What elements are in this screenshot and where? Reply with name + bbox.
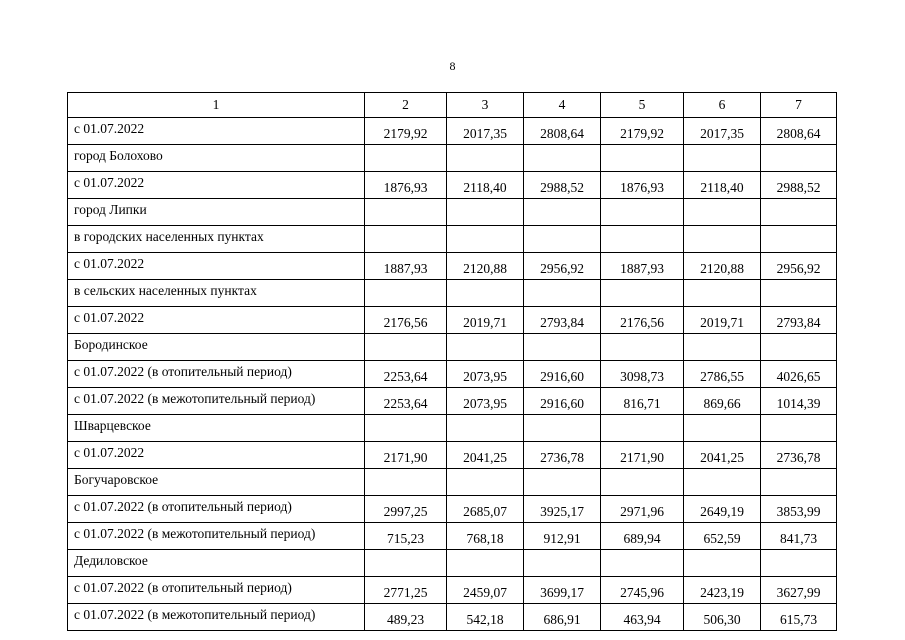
value-cell [447,415,524,442]
value-cell [684,415,761,442]
value-cell: 686,91 [524,604,601,631]
value-cell: 3098,73 [601,361,684,388]
value-cell: 2179,92 [365,118,447,145]
row-label: с 01.07.2022 (в отопительный период) [68,496,365,523]
row-label: с 01.07.2022 (в межотопительный период) [68,523,365,550]
row-label: с 01.07.2022 (в межотопительный период) [68,388,365,415]
value-cell [524,199,601,226]
value-cell: 2041,25 [684,442,761,469]
value-cell [524,145,601,172]
table-row [68,307,837,334]
value-cell: 689,94 [601,523,684,550]
value-cell [365,550,447,577]
value-cell [601,199,684,226]
value-cell: 2916,60 [524,361,601,388]
value-cell [447,199,524,226]
value-cell: 2988,52 [761,172,837,199]
row-label: Шварцевское [68,415,365,442]
value-cell: 2736,78 [524,442,601,469]
table-row [68,388,837,415]
value-cell: 2019,71 [447,307,524,334]
value-cell: 489,23 [365,604,447,631]
value-cell [684,280,761,307]
value-cell [601,226,684,253]
value-cell [524,280,601,307]
value-cell [684,199,761,226]
table-row [68,361,837,388]
row-label: в городских населенных пунктах [68,226,365,253]
column-header: 3 [447,93,524,118]
value-cell [447,226,524,253]
value-cell: 2171,90 [601,442,684,469]
value-cell: 2736,78 [761,442,837,469]
header-row [68,93,837,118]
value-cell [761,550,837,577]
value-cell: 2017,35 [447,118,524,145]
value-cell [684,469,761,496]
value-cell [447,145,524,172]
row-label: с 01.07.2022 (в отопительный период) [68,361,365,388]
value-cell: 463,94 [601,604,684,631]
value-cell [365,226,447,253]
row-label: Дедиловское [68,550,365,577]
value-cell [761,226,837,253]
row-label: с 01.07.2022 [68,118,365,145]
table-row [68,118,837,145]
table-row [68,550,837,577]
value-cell: 2916,60 [524,388,601,415]
value-cell: 912,91 [524,523,601,550]
table-row [68,442,837,469]
tariff-table [67,92,837,631]
value-cell [365,280,447,307]
row-label: город Липки [68,199,365,226]
row-label: с 01.07.2022 [68,253,365,280]
value-cell: 2176,56 [601,307,684,334]
value-cell: 2786,55 [684,361,761,388]
value-cell: 3853,99 [761,496,837,523]
value-cell [447,280,524,307]
table-row [68,280,837,307]
value-cell: 2073,95 [447,388,524,415]
value-cell [524,334,601,361]
value-cell: 2771,25 [365,577,447,604]
value-cell: 1876,93 [365,172,447,199]
value-cell [365,145,447,172]
value-cell [365,334,447,361]
value-cell [761,199,837,226]
value-cell: 2041,25 [447,442,524,469]
value-cell [684,334,761,361]
table-row [68,415,837,442]
table-row [68,145,837,172]
row-label: с 01.07.2022 [68,307,365,334]
row-label: Бородинское [68,334,365,361]
value-cell [761,415,837,442]
value-cell: 2956,92 [761,253,837,280]
row-label: с 01.07.2022 (в отопительный период) [68,577,365,604]
value-cell: 506,30 [684,604,761,631]
value-cell [684,550,761,577]
value-cell: 2253,64 [365,388,447,415]
value-cell: 2120,88 [447,253,524,280]
row-label: с 01.07.2022 [68,172,365,199]
value-cell [601,145,684,172]
page-number: 8 [449,59,456,73]
value-cell: 2793,84 [524,307,601,334]
row-label: город Болохово [68,145,365,172]
value-cell [447,550,524,577]
value-cell [524,469,601,496]
value-cell: 816,71 [601,388,684,415]
value-cell: 2118,40 [684,172,761,199]
value-cell [524,226,601,253]
value-cell [447,469,524,496]
table-row [68,469,837,496]
value-cell [684,226,761,253]
value-cell: 3925,17 [524,496,601,523]
table-row [68,496,837,523]
value-cell: 4026,65 [761,361,837,388]
value-cell [761,145,837,172]
value-cell: 2073,95 [447,361,524,388]
value-cell [365,415,447,442]
value-cell [601,280,684,307]
column-header: 6 [684,93,761,118]
value-cell: 3699,17 [524,577,601,604]
value-cell [365,199,447,226]
table-row [68,226,837,253]
value-cell: 3627,99 [761,577,837,604]
value-cell [447,334,524,361]
value-cell [601,469,684,496]
table-row [68,199,837,226]
value-cell: 652,59 [684,523,761,550]
value-cell: 2745,96 [601,577,684,604]
value-cell: 841,73 [761,523,837,550]
column-header: 7 [761,93,837,118]
row-label: с 01.07.2022 (в межотопительный период) [68,604,365,631]
row-label: в сельских населенных пунктах [68,280,365,307]
value-cell [601,334,684,361]
value-cell: 2459,07 [447,577,524,604]
value-cell: 2793,84 [761,307,837,334]
value-cell: 2171,90 [365,442,447,469]
value-cell: 2988,52 [524,172,601,199]
table-row [68,172,837,199]
value-cell: 2176,56 [365,307,447,334]
value-cell: 2253,64 [365,361,447,388]
table-row [68,577,837,604]
value-cell [761,469,837,496]
value-cell: 2423,19 [684,577,761,604]
value-cell: 2808,64 [524,118,601,145]
value-cell [684,145,761,172]
value-cell: 2649,19 [684,496,761,523]
column-header: 1 [68,93,365,118]
value-cell: 1887,93 [601,253,684,280]
value-cell [601,415,684,442]
value-cell: 768,18 [447,523,524,550]
value-cell: 2017,35 [684,118,761,145]
value-cell: 2971,96 [601,496,684,523]
row-label: Богучаровское [68,469,365,496]
value-cell: 2118,40 [447,172,524,199]
value-cell [365,469,447,496]
value-cell: 2808,64 [761,118,837,145]
table-row [68,253,837,280]
value-cell [601,550,684,577]
table-row [68,334,837,361]
value-cell [761,334,837,361]
value-cell: 2019,71 [684,307,761,334]
row-label: с 01.07.2022 [68,442,365,469]
value-cell: 715,23 [365,523,447,550]
value-cell: 2120,88 [684,253,761,280]
column-header: 2 [365,93,447,118]
value-cell: 869,66 [684,388,761,415]
value-cell [761,280,837,307]
value-cell: 615,73 [761,604,837,631]
column-header: 5 [601,93,684,118]
value-cell: 1876,93 [601,172,684,199]
column-header: 4 [524,93,601,118]
value-cell: 2685,07 [447,496,524,523]
value-cell: 2179,92 [601,118,684,145]
value-cell: 1014,39 [761,388,837,415]
value-cell [524,415,601,442]
value-cell: 1887,93 [365,253,447,280]
table-row [68,604,837,631]
value-cell: 2997,25 [365,496,447,523]
value-cell: 2956,92 [524,253,601,280]
value-cell [524,550,601,577]
value-cell: 542,18 [447,604,524,631]
table-row [68,523,837,550]
